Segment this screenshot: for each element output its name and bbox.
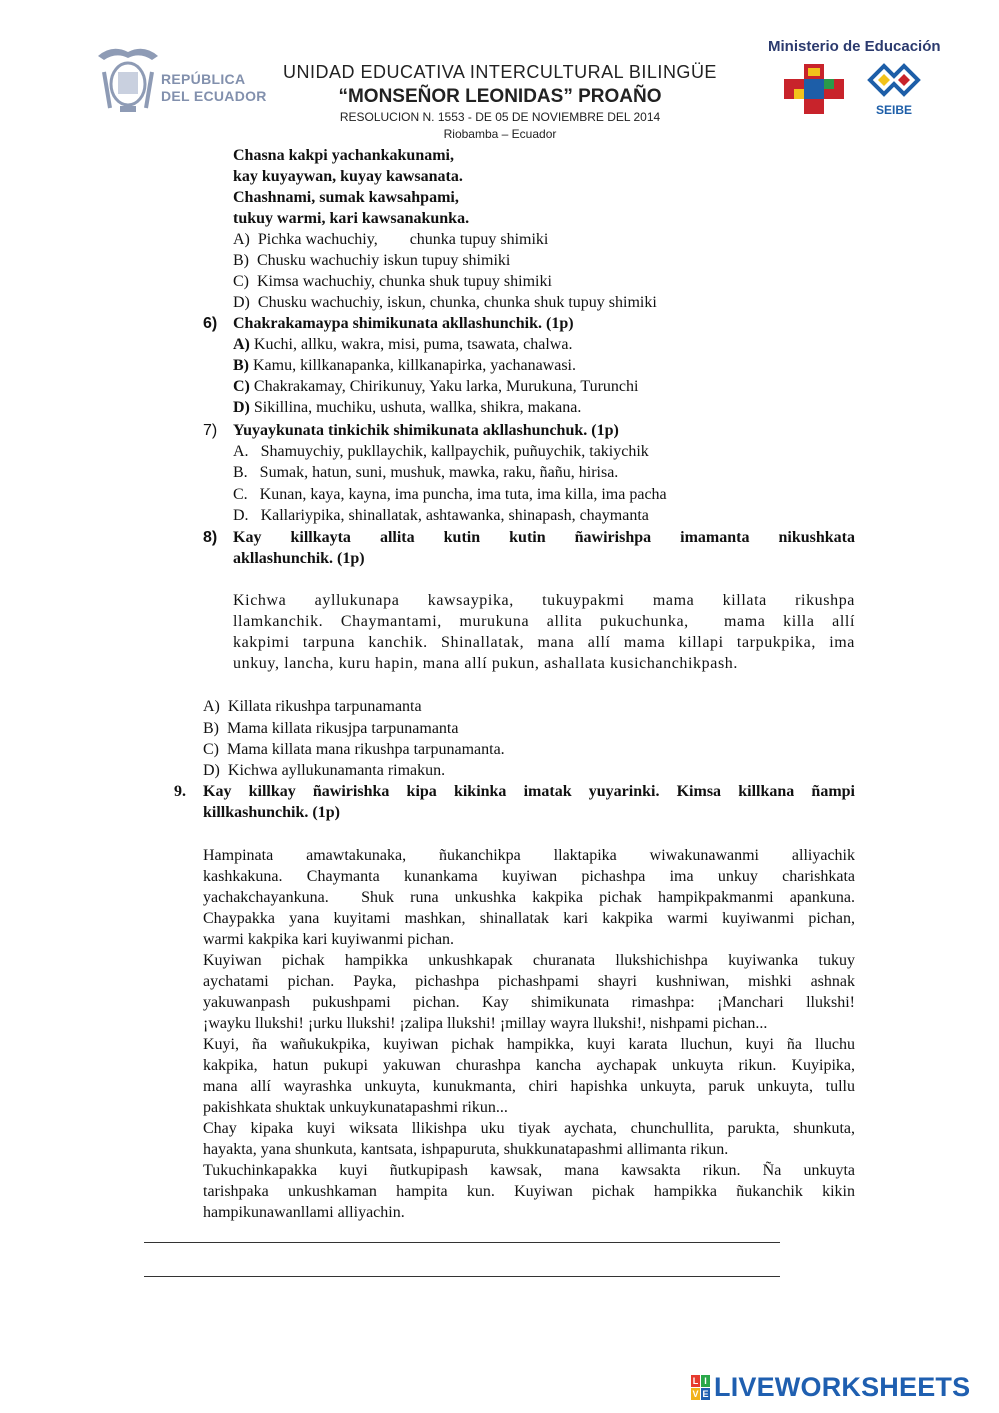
q5-option-b <box>233 250 510 271</box>
option-letter: A) <box>203 698 220 715</box>
republic-line-1: REPÚBLICA <box>161 71 246 87</box>
q8-option-c <box>203 739 505 760</box>
school-type: UNIDAD EDUCATIVA INTERCULTURAL BILINGÜE <box>283 62 717 82</box>
poem-line: Chashnami, sumak kawsahpami, <box>233 189 459 206</box>
option-text: Shamuychiy, pukllaychik, kallpaychik, puñuychik, takiychik <box>260 443 649 460</box>
q9-number: 9. <box>174 783 186 800</box>
q9-passage <box>203 845 855 1223</box>
poem-line: kay kuyaywan, kuyay kawsanata. <box>233 168 463 185</box>
answer-line-1[interactable] <box>144 1242 780 1243</box>
city: Riobamba – Ecuador <box>443 127 557 141</box>
q9-passage-line: Hampinata amawtakunaka, ñukanchikpa llaktapika wiwakunawanmi alliyachik <box>203 847 855 864</box>
q6-option-b <box>233 355 576 376</box>
q9-passage-line: kashkakuna. Chaymanta kunankama kuyiwan pichashpa ima unkuy charishkata <box>203 868 855 885</box>
option-text: Sumak, hatun, suni, mushuk, mawka, raku, ñañu, hirisa. <box>259 464 619 481</box>
option-letter: B) <box>233 252 249 269</box>
q8-passage-line: Kichwa ayllukunapa kawsaypika, tukuypakmi mama killata rikushpa <box>233 592 855 609</box>
answer-line-2[interactable] <box>144 1276 780 1277</box>
q9-question-line1: Kay killkay ñawirishka kipa kikinka imatak yuyarinki. Kimsa killkana ñampi <box>203 783 855 800</box>
school-name: “MONSEÑOR LEONIDAS” PROAÑO <box>338 86 662 107</box>
q6-question: Chakrakamaypa shimikunata akllashunchik. (1p) <box>233 315 574 332</box>
option-text: Kamu, killkanapanka, killkanapirka, yachanawasi. <box>253 357 576 374</box>
ecuador-coat-of-arms <box>94 42 162 116</box>
option-text: Kallariypika, shinallatak, ashtawanka, shinapash, chaymanta <box>260 507 649 524</box>
q7-option-a <box>233 441 649 462</box>
option-text: Kuchi, allku, wakra, misi, puma, tsawata, chalwa. <box>253 336 573 353</box>
q5-option-c <box>233 271 552 292</box>
q5-option-d <box>233 292 657 313</box>
lw-mini-letter: E <box>702 1388 709 1399</box>
q9-passage-line: ¡wayku llukshi! ¡urku llukshi! ¡zalipa llukshi! ¡millay wayra llukshi!, nishpami pichan... <box>203 1015 768 1032</box>
option-letter: A) <box>233 231 250 248</box>
q9-question-line2: killkashunchik. (1p) <box>203 804 340 821</box>
q9-passage-line: Tukuchinkapakka kuyi ñutkupipash kawsak, mana kawsakta rikun. Ña unkuyta <box>203 1162 855 1179</box>
option-letter: C) <box>203 741 219 758</box>
lw-mini-letter: V <box>692 1388 699 1399</box>
option-text: Chakrakamay, Chirikunuy, Yaku larka, Murukuna, Turunchi <box>253 378 639 395</box>
option-text: Sikillina, muchiku, ushuta, wallka, shikra, makana. <box>253 399 582 416</box>
q8-number: 8) <box>203 529 218 546</box>
q9-passage-line: Chay kipaka kuyi wiksata llikishpa uku tiyak aychata, chunchullita, parukta, shunkuta, <box>203 1120 855 1137</box>
option-letter: C) <box>233 378 250 395</box>
option-letter: D) <box>233 399 250 416</box>
q8-question-line2: akllashunchik. (1p) <box>233 550 365 567</box>
option-text: Kichwa ayllukunamanta rimakun. <box>227 762 446 779</box>
option-letter: D. <box>233 507 249 524</box>
q6-option-c <box>233 376 638 397</box>
lw-mini-letter: I <box>701 1375 710 1387</box>
q7-number: 7) <box>203 422 218 439</box>
q8-option-b <box>203 718 458 739</box>
q9-passage-line: tarishpaka unkushkaman hampita kun. Kuyiwan pichak hampikka ñukanchik kikin <box>203 1183 855 1200</box>
option-letter: A) <box>233 336 250 353</box>
chakana-icon <box>784 64 844 114</box>
option-letter: C. <box>233 486 248 503</box>
q7-option-d <box>233 505 649 526</box>
seibe-icon <box>864 60 924 100</box>
lw-mini-letter: L <box>692 1375 699 1386</box>
q9-passage-line: warmi kakpika kari kuyiwanmi pichan. <box>203 931 455 948</box>
option-letter: C) <box>233 273 249 290</box>
q9-passage-line: hayakta, yana shunkuta, kantsata, ishpapuruta, shukkunatapashmi allimanta rikun. <box>203 1141 729 1158</box>
lw-brand-text: LIVEWORKSHEETS <box>714 1371 971 1402</box>
q6-option-d <box>233 397 581 418</box>
ministry-title: Ministerio de Educación <box>768 38 941 55</box>
q8-option-d <box>203 760 445 781</box>
option-letter: B) <box>203 720 219 737</box>
q9-passage-line: aychatami pichan. Payka, pichashpa pichashpami shayri kushniwan, mishki ashnak <box>203 973 855 990</box>
seibe-label: SEIBE <box>875 103 912 117</box>
option-letter: B. <box>233 464 248 481</box>
q9-passage-line: Kuyiwan pichak hampikka unkushkapak churanata llukshichishpa kuyiwanka tukuy <box>203 952 855 969</box>
q9-passage-line: yakuwanpash pukushpami pichan. Kay shimikunata rimashpa: ¡Manchari llukshi! <box>203 994 855 1011</box>
resolution: RESOLUCION N. 1553 - DE 05 DE NOVIEMBRE DEL 2014 <box>339 110 661 124</box>
q6-number: 6) <box>203 315 218 332</box>
q9-passage-line: kakpika, hatun pukupi yakuwan churashpa kancha aychapak unkuyta rikun. Kuyipika, <box>203 1057 855 1074</box>
option-letter: D) <box>203 762 220 779</box>
option-text: Mama killata rikusjpa tarpunamanta <box>227 720 459 737</box>
option-text: Pichka wachuchiy, chunka tupuy shimiki <box>257 231 549 248</box>
q5-option-a <box>233 229 548 250</box>
q8-passage-line: unkuy, lancha, kuru hapin, mana allí pukun, ashallata kusichanchikpash. <box>233 655 738 672</box>
q7-question: Yuyaykunata tinkichik shimikunata akllashunchuk. (1p) <box>233 422 619 439</box>
q8-passage-line: llamkanchik. Chaymantami, murukuna allita pukuchunka, mama killa allí <box>233 613 855 630</box>
q7-option-c <box>233 484 667 505</box>
poem-line: tukuy warmi, kari kawsanakunka. <box>233 210 470 227</box>
q6-option-a <box>233 334 572 355</box>
chakana-logo <box>784 64 844 114</box>
seibe-logo <box>864 60 924 117</box>
option-text: Kimsa wachuchiy, chunka shuk tupuy shimiki <box>257 273 552 290</box>
option-text: Kunan, kaya, kayna, ima puncha, ima tuta, ima killa, ima pacha <box>259 486 667 503</box>
option-letter: D) <box>233 294 250 311</box>
option-letter: B) <box>233 357 249 374</box>
liveworksheets-logo[interactable] <box>691 1372 970 1402</box>
q8-option-a <box>203 696 422 717</box>
option-text: Chusku wachuchiy, iskun, chunka, chunka shuk tupuy shimiki <box>257 294 657 311</box>
option-text: Mama killata mana rikushpa tarpunamanta. <box>227 741 505 758</box>
q8-passage-line: kakpimi tarpuna kanchik. Shinallatak, mana allí mama killapi tarpukpika, ima <box>233 634 855 651</box>
q8-question-line1: Kay killkayta allita kutin kutin ñawirishpa imamanta nikushkata <box>233 529 855 546</box>
poem-line: Chasna kakpi yachankakunami, <box>233 147 454 164</box>
q9-passage-line: yachakchayankuna. Shuk runa unkushka kakpika pichak hampikpakmanmi apankuna. <box>203 889 855 906</box>
q9-passage-line: Kuyi, ña wañukukpika, kuyiwan pichak hampikka, kuyi karata lluchun, kuyi ña lluchu <box>203 1036 855 1053</box>
republic-line-2: DEL ECUADOR <box>161 88 267 104</box>
q9-passage-line: pakishkata shuktak unkuykunatapashmi rikun... <box>203 1099 508 1116</box>
q7-option-b <box>233 462 618 483</box>
option-letter: A. <box>233 443 249 460</box>
option-text: Killata rikushpa tarpunamanta <box>227 698 422 715</box>
coat-of-arms-icon <box>94 42 162 116</box>
q9-passage-line: hampikunawanllami alliyachin. <box>203 1204 405 1221</box>
q9-passage-line: mana allí wayrashka unkuyta, kunukmanta, chiri hapishka unkuyta, paruk unkuyta, tullu <box>203 1078 855 1095</box>
lw-mini-logo <box>691 1375 710 1400</box>
q9-passage-line: Chaypakka yana kuyitami mashkan, shinallatak kari kakpika warmi kuyiwanmi pichan, <box>203 910 855 927</box>
option-text: Chusku wachuchiy iskun tupuy shimiki <box>257 252 511 269</box>
